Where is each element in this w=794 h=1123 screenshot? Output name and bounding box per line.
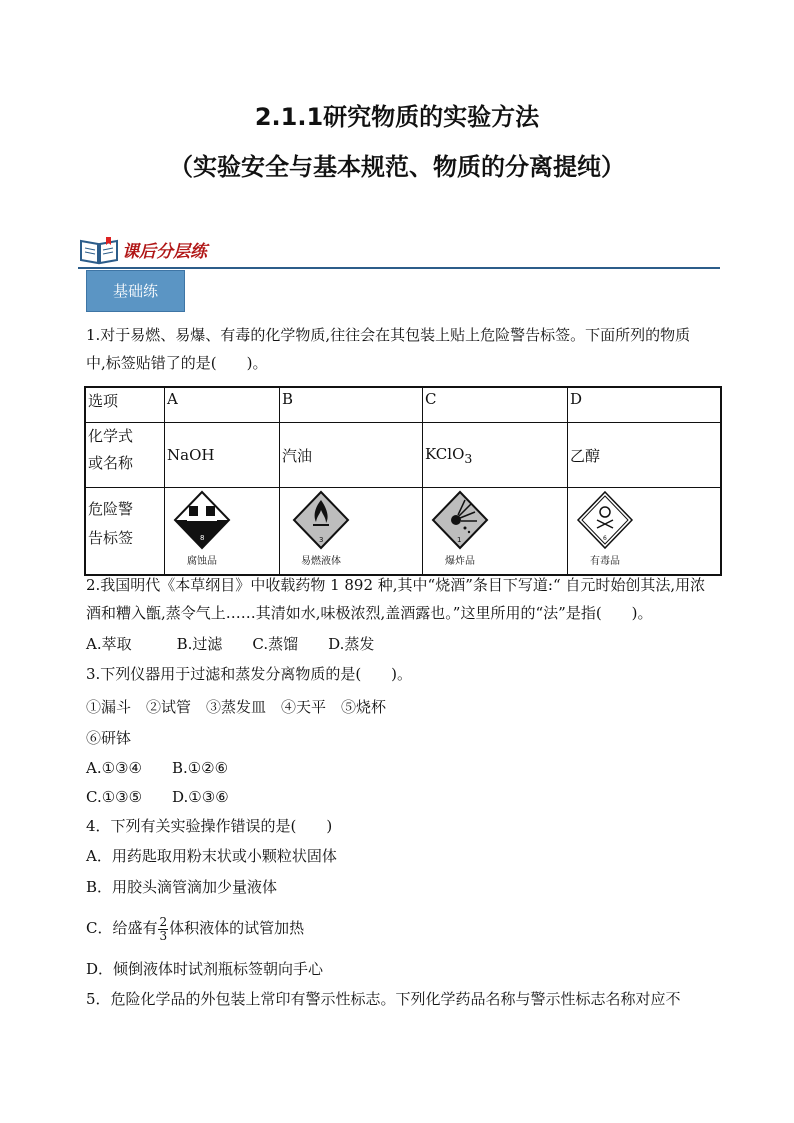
question-4-option-a: A．用药匙取用粉末状或小颗粒状固体: [86, 847, 337, 865]
question-3-choices-ab: A.①③④ B.①②⑥: [86, 759, 229, 777]
svg-text:3: 3: [319, 536, 324, 544]
sign-caption: 易燃液体: [301, 556, 341, 567]
substance-formula: KClO: [425, 444, 465, 463]
option-letter: B: [280, 387, 423, 423]
sign-cell: [165, 488, 280, 576]
svg-text:1: 1: [457, 536, 462, 544]
flammable-liquid-sign: [286, 490, 356, 568]
sign-cell: [423, 488, 568, 576]
svg-text:8: 8: [200, 534, 205, 542]
question-4-stem: 4．下列有关实验操作错误的是( ): [86, 817, 333, 835]
sign-caption: 有毒品: [590, 556, 620, 567]
sign-cell: [280, 488, 423, 576]
sign-caption: 爆炸品: [445, 556, 475, 567]
substance-cell: 汽油: [280, 423, 423, 488]
header-line: 危险警: [88, 500, 134, 518]
document-subtitle: （实验安全与基本规范、物质的分离提纯）: [169, 153, 625, 181]
header-line: 告标签: [88, 529, 134, 547]
explosive-sign: [425, 490, 495, 568]
substance-cell: NaOH: [165, 423, 280, 488]
question-2-choices: A.萃取 B.过滤 C.蒸馏 D.蒸发: [86, 635, 375, 653]
table-header-sign: [85, 488, 165, 576]
option-c-text: 体积液体的试管加热: [169, 919, 305, 937]
sign-cell: [568, 488, 722, 576]
header-line: 化学式: [88, 427, 134, 445]
question-2-stem: [86, 571, 726, 627]
option-letter: C: [423, 387, 568, 423]
open-book-icon: [78, 235, 120, 265]
svg-text:6: 6: [603, 535, 607, 542]
table-header-option: 选项: [85, 387, 165, 423]
section-banner-label: 课后分层练: [122, 242, 207, 262]
substance-subscript: 3: [464, 450, 473, 466]
question-4-option-d: D．倾倒液体时试剂瓶标签朝向手心: [86, 960, 324, 978]
table-header-formula: [85, 423, 165, 488]
option-letter: A: [165, 387, 280, 423]
document-title: 2.1.1研究物质的实验方法: [254, 103, 540, 131]
question-3-stem: 3.下列仪器用于过滤和蒸发分离物质的是( )。: [86, 665, 413, 683]
table-row: [85, 488, 721, 576]
fraction-denominator: 3: [159, 928, 168, 943]
question-1-line-2: 中,标签贴错了的是( )。: [86, 354, 268, 372]
question-2-line-2: 酒和糟入甑,蒸令气上……其清如水,味极浓烈,盖酒露也。”这里所用的“法”是指( )。: [86, 604, 653, 622]
question-3-items-cont: ⑥研钵: [86, 729, 132, 747]
question-4-option-c: [86, 908, 304, 948]
corrosive-sign: [167, 490, 237, 568]
substance-cell: [423, 423, 568, 488]
header-line: 或名称: [88, 454, 134, 472]
table-row: [85, 387, 721, 423]
question-1-stem: [86, 321, 726, 377]
question-4-option-b: B．用胶头滴管滴加少量液体: [86, 878, 278, 896]
section-rule: [78, 267, 720, 269]
question-5-stem: 5．危险化学品的外包装上常印有警示性标志。下列化学药品名称与警示性标志名称对应不: [86, 990, 681, 1008]
table-row: [85, 423, 721, 488]
option-c-text: C．给盛有: [86, 919, 158, 937]
question-1-line-1: 1.对于易燃、易爆、有毒的化学物质,往往会在其包装上贴上危险警告标签。下面所列的物质: [86, 326, 691, 344]
option-letter: D: [568, 387, 722, 423]
sign-caption: 腐蚀品: [187, 556, 217, 567]
fraction-numerator: 2: [159, 914, 168, 929]
substance-cell: 乙醇: [568, 423, 722, 488]
question-3-choices-cd: C.①③⑤ D.①③⑥: [86, 788, 229, 806]
level-tab-basic: 基础练: [86, 270, 185, 312]
question-3-items: ①漏斗 ②试管 ③蒸发皿 ④天平 ⑤烧杯: [86, 698, 387, 716]
section-banner: [78, 233, 722, 269]
fraction: [158, 916, 168, 943]
question-2-line-1: 2.我国明代《本草纲目》中收载药物 1 892 种,其中“烧酒”条目下写道:“ 自元时始创其法,用浓: [86, 576, 706, 594]
toxic-sign: [570, 490, 640, 568]
question-1-table: [84, 386, 722, 576]
